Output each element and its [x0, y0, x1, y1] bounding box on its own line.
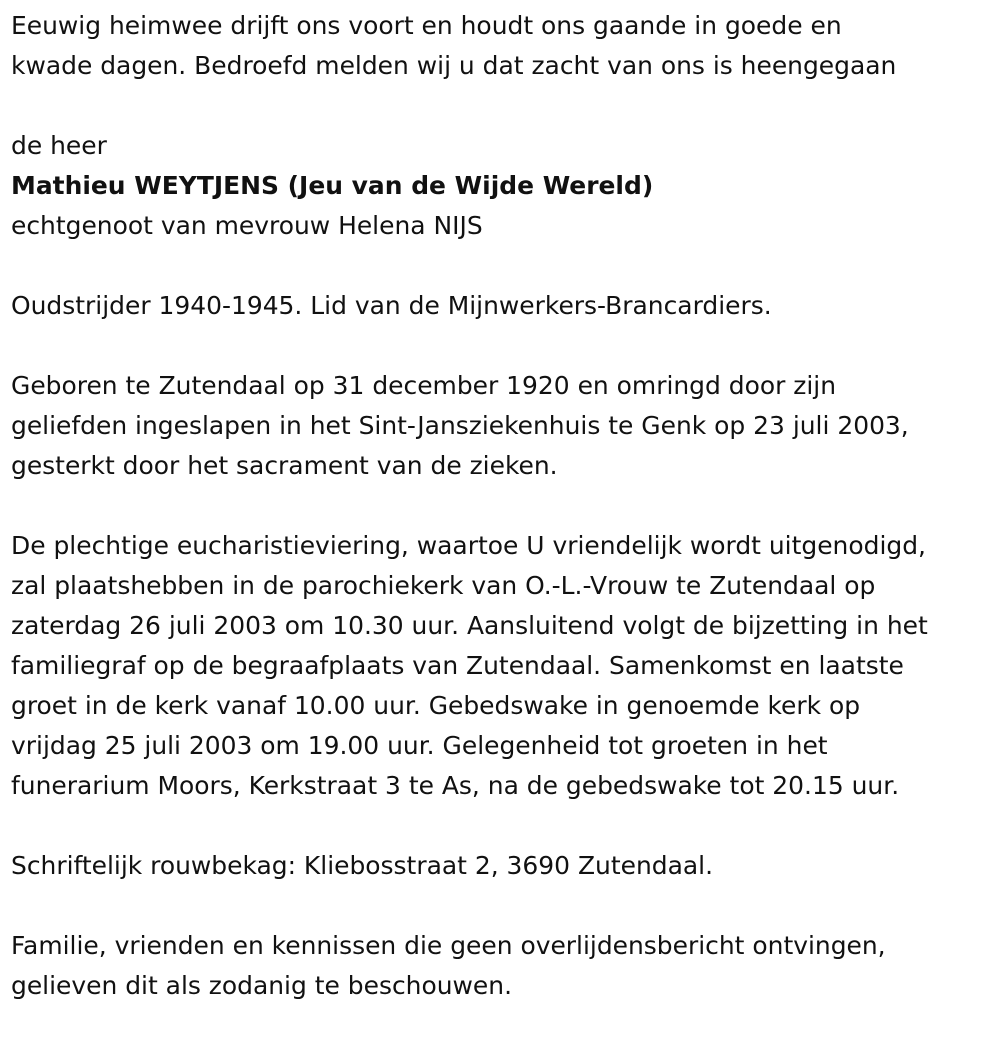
ceremony-line-5: groet in de kerk vanaf 10.00 uur. Gebedswake in genoemde kerk op — [11, 691, 861, 720]
person-block — [11, 126, 991, 246]
spacer — [11, 326, 991, 366]
ceremony-line-2: zal plaatshebben in de parochiekerk van O.-L.-Vrouw te Zutendaal op — [11, 571, 876, 600]
birth-death-line-2: geliefden ingeslapen in het Sint-Jansziekenhuis te Genk op 23 juli 2003, — [11, 411, 909, 440]
ceremony-paragraph — [11, 526, 991, 806]
ceremony-line-4: familiegraf op de begraafplaats van Zutendaal. Samenkomst en laatste — [11, 651, 904, 680]
closing-line-1: Familie, vrienden en kennissen die geen overlijdensbericht ontvingen, — [11, 931, 886, 960]
veteran-paragraph — [11, 286, 991, 326]
intro-line-1: Eeuwig heimwee drijft ons voort en houdt ons gaande in goede en — [11, 11, 842, 40]
condolence-paragraph — [11, 846, 991, 886]
ceremony-line-1: De plechtige eucharistieviering, waartoe U vriendelijk wordt uitgenodigd, — [11, 531, 926, 560]
birth-death-line-3: gesterkt door het sacrament van de zieken. — [11, 451, 558, 480]
spacer — [11, 86, 991, 126]
salutation: de heer — [11, 131, 107, 160]
spacer — [11, 486, 991, 526]
intro-line-2: kwade dagen. Bedroefd melden wij u dat zacht van ons is heengegaan — [11, 51, 897, 80]
spouse-line: echtgenoot van mevrouw Helena NIJS — [11, 211, 483, 240]
veteran-line: Oudstrijder 1940-1945. Lid van de Mijnwerkers-Brancardiers. — [11, 291, 772, 320]
ceremony-line-7: funerarium Moors, Kerkstraat 3 te As, na de gebedswake tot 20.15 uur. — [11, 771, 900, 800]
closing-paragraph — [11, 926, 991, 1006]
deceased-name: Mathieu WEYTJENS (Jeu van de Wijde Wereld) — [11, 171, 654, 200]
intro-paragraph — [11, 6, 991, 86]
birth-death-line-1: Geboren te Zutendaal op 31 december 1920 en omringd door zijn — [11, 371, 837, 400]
birth-death-paragraph — [11, 366, 991, 486]
ceremony-line-6: vrijdag 25 juli 2003 om 19.00 uur. Gelegenheid tot groeten in het — [11, 731, 828, 760]
condolence-address: Schriftelijk rouwbekag: Kliebosstraat 2, 3690 Zutendaal. — [11, 851, 714, 880]
closing-line-2: gelieven dit als zodanig te beschouwen. — [11, 971, 513, 1000]
obituary-notice — [11, 6, 991, 1006]
ceremony-line-3: zaterdag 26 juli 2003 om 10.30 uur. Aansluitend volgt de bijzetting in het — [11, 611, 928, 640]
spacer — [11, 806, 991, 846]
spacer — [11, 886, 991, 926]
spacer — [11, 246, 991, 286]
